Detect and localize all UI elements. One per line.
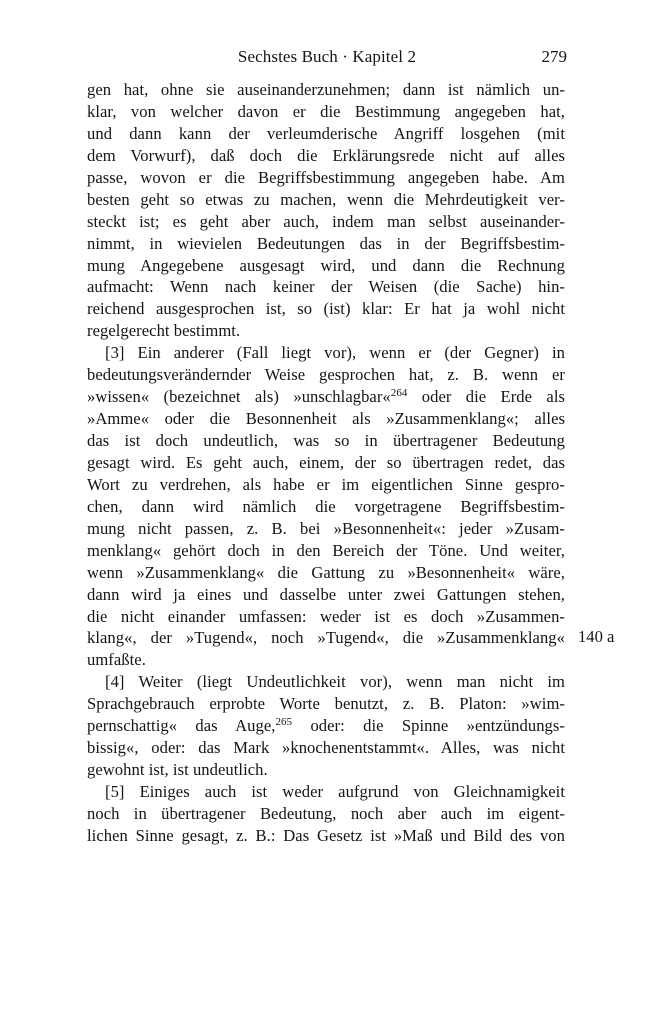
- text-line: Wort zu verdrehen, als habe er im eigentlichen Sinne gespro-: [87, 474, 565, 494]
- text-line: »Amme« oder die Besonnenheit als »Zusammenklang«; alles: [87, 409, 565, 429]
- running-head: [87, 47, 567, 73]
- text-line: bissig«, oder: das Mark »knochenentstammt«. Alles, was nicht: [87, 738, 565, 758]
- text-line: wenn »Zusammenklang« die Gattung zu »Besonnenheit« wäre,: [87, 562, 565, 582]
- text-line: [3] Ein anderer (Fall liegt vor), wenn er (der Gegner) in: [105, 343, 565, 363]
- text-line: menklang« gehört doch in den Bereich der Töne. Und weiter,: [87, 540, 565, 560]
- running-title: Sechstes Buch · Kapitel 2: [237, 47, 417, 66]
- text-line: die nicht einander umfassen: weder ist es doch »Zusammen-: [87, 606, 565, 626]
- text-line: »wissen« (bezeichnet als) »unschlagbar«$^{264}$ oder die Erde als: [87, 387, 565, 407]
- bekker-margin-number: 140 a: [578, 627, 615, 646]
- text-line: klar, von welcher davon er die Bestimmung angegeben hat,: [87, 101, 565, 121]
- text-line: aufmacht: Wenn nach keiner der Weisen (die Sache) hin-: [87, 277, 565, 297]
- text-line: und dann kann der verleumderische Angriff losgehen (mit: [87, 123, 565, 143]
- text-line: besten geht so etwas zu machen, wenn die Mehrdeutigkeit ver-: [87, 189, 565, 209]
- footnote-ref-265: 265: [275, 716, 293, 729]
- text-line: bedeutungsverändernder Weise gesprochen hat, z. B. wenn er: [87, 365, 565, 385]
- text-line: Sprachgebrauch erprobte Worte benutzt, z. B. Platon: »wim-: [87, 694, 565, 714]
- body-text: [87, 79, 565, 847]
- text-line: nimmt, in wievielen Bedeutungen das in der Begriffsbestim-: [87, 233, 565, 253]
- text-line: chen, dann wird nämlich die vorgetragene Begriffsbestim-: [87, 496, 565, 516]
- text-line: mung nicht passen, z. B. bei »Besonnenheit«: jeder »Zusam-: [87, 518, 565, 538]
- page-number: 279: [541, 47, 567, 66]
- text-line: reichend ausgesprochen ist, so (ist) klar: Er hat ja wohl nicht: [87, 299, 565, 319]
- text-line: pernschattig« das Auge,$^{265}$ oder: die Spinne »entzündungs-: [87, 716, 565, 736]
- text-line: dann wird ja eines und dasselbe unter zwei Gattungen stehen,: [87, 584, 565, 604]
- text-line: gesagt wird. Es geht auch, einem, der so übertragen redet, das: [87, 452, 565, 472]
- text-line: klang«, der »Tugend«, noch »Tugend«, die »Zusammenklang«: [87, 628, 565, 648]
- text-line: gewohnt ist, ist undeutlich.: [87, 760, 268, 780]
- text-line: regelgerecht bestimmt.: [87, 321, 241, 341]
- text-line: mung Angegebene ausgesagt wird, und dann die Rechnung: [87, 255, 565, 275]
- text-line: lichen Sinne gesagt, z. B.: Das Gesetz ist »Maß und Bild des von: [87, 825, 565, 845]
- text-line: gen hat, ohne sie auseinanderzunehmen; dann ist nämlich un-: [87, 80, 565, 99]
- text-line: [4] Weiter (liegt Undeutlichkeit vor), wenn man nicht im: [105, 672, 565, 692]
- text-line: passe, wovon er die Begriffsbestimmung angegeben habe. Am: [87, 167, 565, 187]
- text-line: noch in übertragener Bedeutung, noch aber auch im eigent-: [87, 803, 565, 823]
- text-line: [5] Einiges auch ist weder aufgrund von Gleichnamigkeit: [105, 782, 565, 801]
- text-line: steckt ist; es geht aber auch, indem man selbst auseinander-: [87, 211, 565, 231]
- text-line: das ist doch undeutlich, was so in übertragener Bedeutung: [87, 431, 565, 450]
- text-line: dem Vorwurf), daß doch die Erklärungsrede nicht auf alles: [87, 145, 565, 165]
- text-line: umfaßte.: [87, 650, 146, 670]
- footnote-ref-264: 264: [390, 387, 408, 400]
